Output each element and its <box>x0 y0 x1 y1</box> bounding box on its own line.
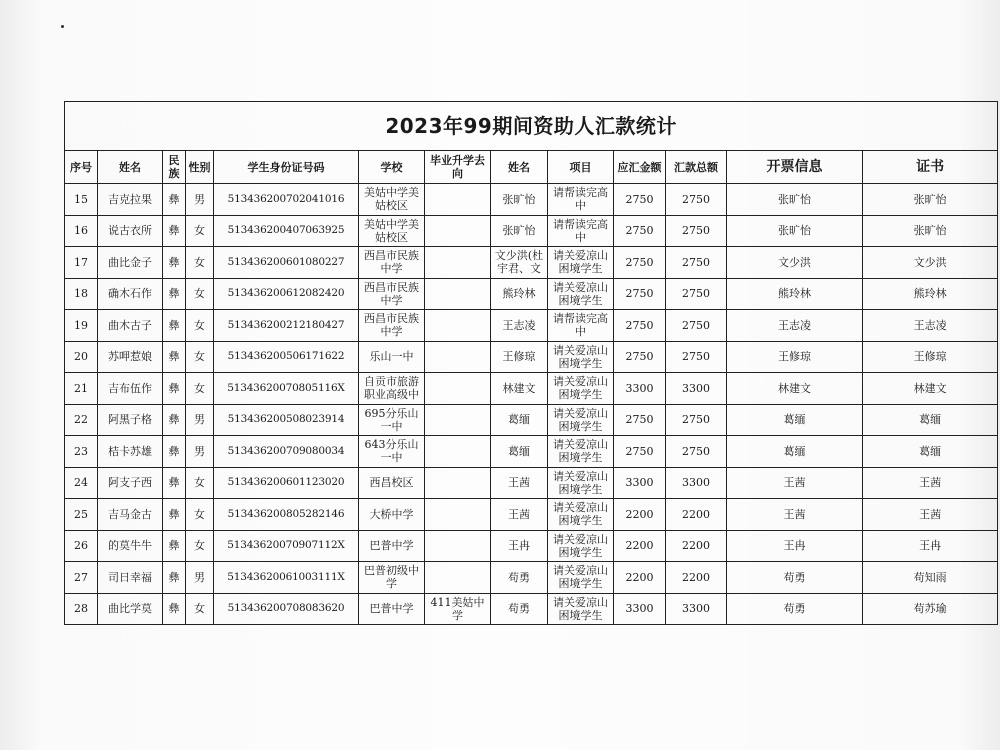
cell-invoice-info: 王志凌 <box>727 310 863 342</box>
cell-gender: 女 <box>186 310 214 342</box>
cell-seq: 24 <box>65 467 98 499</box>
cell-certificate: 王冉 <box>863 530 998 562</box>
cell-destination <box>425 278 491 310</box>
cell-school: 西昌市民族中学 <box>359 278 425 310</box>
cell-student-name: 曲比金子 <box>98 247 163 279</box>
cell-student-name: 曲比学莫 <box>98 593 163 625</box>
cell-certificate: 林建文 <box>863 373 998 405</box>
cell-total-amount: 3300 <box>666 467 727 499</box>
cell-total-amount: 2750 <box>666 310 727 342</box>
cell-school: 自贡市旅游职业高级中 <box>359 373 425 405</box>
cell-invoice-info: 苟勇 <box>727 593 863 625</box>
cell-school: 美姑中学美姑校区 <box>359 215 425 247</box>
cell-ethnicity: 彝 <box>163 404 186 436</box>
header-student-name: 姓名 <box>98 151 163 184</box>
cell-due-amount: 3300 <box>614 467 666 499</box>
cell-invoice-info: 王冉 <box>727 530 863 562</box>
cell-gender: 女 <box>186 467 214 499</box>
cell-certificate: 葛缅 <box>863 404 998 436</box>
header-id-number: 学生身份证号码 <box>214 151 359 184</box>
cell-certificate: 王修琼 <box>863 341 998 373</box>
cell-gender: 女 <box>186 530 214 562</box>
cell-due-amount: 2750 <box>614 404 666 436</box>
cell-seq: 22 <box>65 404 98 436</box>
cell-project: 请关爱凉山困境学生 <box>548 499 614 531</box>
cell-school: 643分乐山一中 <box>359 436 425 468</box>
cell-destination <box>425 215 491 247</box>
cell-seq: 28 <box>65 593 98 625</box>
cell-gender: 男 <box>186 184 214 216</box>
cell-school: 乐山一中 <box>359 341 425 373</box>
cell-gender: 女 <box>186 593 214 625</box>
cell-destination <box>425 436 491 468</box>
remittance-table <box>64 101 998 625</box>
cell-id-number: 513436200805282146 <box>214 499 359 531</box>
cell-seq: 27 <box>65 562 98 594</box>
header-certificate: 证书 <box>863 151 998 184</box>
cell-ethnicity: 彝 <box>163 278 186 310</box>
cell-student-name: 吉克拉果 <box>98 184 163 216</box>
cell-due-amount: 3300 <box>614 373 666 405</box>
table-row <box>65 341 998 373</box>
table-row <box>65 215 998 247</box>
cell-ethnicity: 彝 <box>163 436 186 468</box>
cell-destination <box>425 467 491 499</box>
spreadsheet <box>64 101 947 625</box>
cell-project: 请帮读完高中 <box>548 310 614 342</box>
cell-id-number: 513436200506171622 <box>214 341 359 373</box>
cell-school: 巴普中学 <box>359 593 425 625</box>
cell-total-amount: 2750 <box>666 341 727 373</box>
cell-school: 695分乐山一中 <box>359 404 425 436</box>
cell-invoice-info: 张旷怡 <box>727 184 863 216</box>
cell-destination: 411美姑中学 <box>425 593 491 625</box>
table-row <box>65 373 998 405</box>
cell-sponsor-name: 张旷怡 <box>491 184 548 216</box>
cell-gender: 男 <box>186 436 214 468</box>
cell-total-amount: 3300 <box>666 373 727 405</box>
cell-due-amount: 3300 <box>614 593 666 625</box>
header-school: 学校 <box>359 151 425 184</box>
cell-sponsor-name: 苟勇 <box>491 593 548 625</box>
cell-seq: 17 <box>65 247 98 279</box>
table-row <box>65 404 998 436</box>
cell-id-number: 513436200702041016 <box>214 184 359 216</box>
cell-ethnicity: 彝 <box>163 341 186 373</box>
table-row <box>65 310 998 342</box>
cell-invoice-info: 熊玲林 <box>727 278 863 310</box>
scan-speck <box>61 25 64 28</box>
cell-ethnicity: 彝 <box>163 215 186 247</box>
cell-due-amount: 2200 <box>614 530 666 562</box>
cell-sponsor-name: 熊玲林 <box>491 278 548 310</box>
cell-invoice-info: 王茜 <box>727 499 863 531</box>
cell-project: 请关爱凉山困境学生 <box>548 404 614 436</box>
cell-school: 大桥中学 <box>359 499 425 531</box>
cell-destination <box>425 404 491 436</box>
header-project: 项目 <box>548 151 614 184</box>
table-row <box>65 530 998 562</box>
cell-destination <box>425 373 491 405</box>
cell-total-amount: 2200 <box>666 530 727 562</box>
cell-invoice-info: 王茜 <box>727 467 863 499</box>
table-row <box>65 562 998 594</box>
cell-sponsor-name: 王冉 <box>491 530 548 562</box>
cell-total-amount: 3300 <box>666 593 727 625</box>
cell-invoice-info: 张旷怡 <box>727 215 863 247</box>
cell-due-amount: 2750 <box>614 436 666 468</box>
cell-sponsor-name: 苟勇 <box>491 562 548 594</box>
cell-seq: 16 <box>65 215 98 247</box>
cell-project: 请关爱凉山困境学生 <box>548 341 614 373</box>
cell-seq: 26 <box>65 530 98 562</box>
cell-sponsor-name: 王志凌 <box>491 310 548 342</box>
table-body <box>65 184 998 625</box>
cell-gender: 男 <box>186 562 214 594</box>
cell-gender: 男 <box>186 404 214 436</box>
cell-sponsor-name: 张旷怡 <box>491 215 548 247</box>
cell-invoice-info: 苟勇 <box>727 562 863 594</box>
cell-seq: 19 <box>65 310 98 342</box>
table-row <box>65 467 998 499</box>
cell-id-number: 513436200708083620 <box>214 593 359 625</box>
cell-certificate: 王茜 <box>863 499 998 531</box>
cell-id-number: 51343620061003111X <box>214 562 359 594</box>
cell-student-name: 吉布伍作 <box>98 373 163 405</box>
header-seq: 序号 <box>65 151 98 184</box>
cell-due-amount: 2750 <box>614 215 666 247</box>
cell-invoice-info: 林建文 <box>727 373 863 405</box>
cell-total-amount: 2750 <box>666 184 727 216</box>
cell-gender: 女 <box>186 278 214 310</box>
cell-id-number: 51343620070907112X <box>214 530 359 562</box>
cell-total-amount: 2750 <box>666 436 727 468</box>
table-row <box>65 278 998 310</box>
cell-id-number: 513436200601080227 <box>214 247 359 279</box>
cell-total-amount: 2750 <box>666 247 727 279</box>
cell-total-amount: 2200 <box>666 499 727 531</box>
cell-project: 请关爱凉山困境学生 <box>548 247 614 279</box>
cell-school: 西昌市民族中学 <box>359 247 425 279</box>
cell-project: 请帮读完高中 <box>548 184 614 216</box>
cell-invoice-info: 葛缅 <box>727 436 863 468</box>
header-destination: 毕业升学去向 <box>425 151 491 184</box>
cell-total-amount: 2750 <box>666 215 727 247</box>
cell-due-amount: 2750 <box>614 341 666 373</box>
cell-project: 请关爱凉山困境学生 <box>548 467 614 499</box>
cell-certificate: 苟知雨 <box>863 562 998 594</box>
cell-ethnicity: 彝 <box>163 530 186 562</box>
header-row <box>65 151 998 184</box>
cell-destination <box>425 184 491 216</box>
cell-school: 巴普初级中学 <box>359 562 425 594</box>
cell-student-name: 阿黑子格 <box>98 404 163 436</box>
header-invoice-info: 开票信息 <box>727 151 863 184</box>
cell-invoice-info: 王修琼 <box>727 341 863 373</box>
cell-project: 请关爱凉山困境学生 <box>548 593 614 625</box>
header-gender: 性别 <box>186 151 214 184</box>
cell-ethnicity: 彝 <box>163 247 186 279</box>
cell-destination <box>425 247 491 279</box>
cell-due-amount: 2750 <box>614 310 666 342</box>
cell-due-amount: 2750 <box>614 247 666 279</box>
cell-due-amount: 2200 <box>614 499 666 531</box>
cell-due-amount: 2200 <box>614 562 666 594</box>
cell-certificate: 葛缅 <box>863 436 998 468</box>
cell-invoice-info: 文少洪 <box>727 247 863 279</box>
cell-certificate: 张旷怡 <box>863 184 998 216</box>
header-total-amount: 汇款总额 <box>666 151 727 184</box>
cell-total-amount: 2750 <box>666 278 727 310</box>
cell-project: 请关爱凉山困境学生 <box>548 530 614 562</box>
cell-id-number: 513436200601123020 <box>214 467 359 499</box>
cell-student-name: 吉马金古 <box>98 499 163 531</box>
cell-sponsor-name: 葛缅 <box>491 404 548 436</box>
header-due-amount: 应汇金额 <box>614 151 666 184</box>
cell-student-name: 曲木古子 <box>98 310 163 342</box>
cell-project: 请关爱凉山困境学生 <box>548 562 614 594</box>
cell-school: 西昌市民族中学 <box>359 310 425 342</box>
cell-seq: 25 <box>65 499 98 531</box>
cell-school: 西昌校区 <box>359 467 425 499</box>
cell-project: 请帮读完高中 <box>548 215 614 247</box>
cell-ethnicity: 彝 <box>163 499 186 531</box>
cell-certificate: 熊玲林 <box>863 278 998 310</box>
cell-id-number: 513436200407063925 <box>214 215 359 247</box>
cell-sponsor-name: 王修琼 <box>491 341 548 373</box>
cell-id-number: 513436200212180427 <box>214 310 359 342</box>
header-sponsor-name: 姓名 <box>491 151 548 184</box>
cell-certificate: 王茜 <box>863 467 998 499</box>
cell-student-name: 苏呷惹娘 <box>98 341 163 373</box>
cell-certificate: 张旷怡 <box>863 215 998 247</box>
cell-destination <box>425 341 491 373</box>
cell-sponsor-name: 葛缅 <box>491 436 548 468</box>
cell-seq: 18 <box>65 278 98 310</box>
cell-gender: 女 <box>186 341 214 373</box>
cell-student-name: 桔卡苏雄 <box>98 436 163 468</box>
cell-school: 巴普中学 <box>359 530 425 562</box>
cell-certificate: 文少洪 <box>863 247 998 279</box>
cell-certificate: 苟苏瑜 <box>863 593 998 625</box>
cell-id-number: 513436200612082420 <box>214 278 359 310</box>
cell-due-amount: 2750 <box>614 184 666 216</box>
cell-ethnicity: 彝 <box>163 373 186 405</box>
table-title: 2023年99期间资助人汇款统计 <box>65 102 998 151</box>
cell-student-name: 确木石作 <box>98 278 163 310</box>
cell-destination <box>425 562 491 594</box>
header-ethnicity: 民族 <box>163 151 186 184</box>
cell-gender: 女 <box>186 499 214 531</box>
cell-student-name: 司日幸福 <box>98 562 163 594</box>
cell-destination <box>425 530 491 562</box>
cell-student-name: 的莫牛牛 <box>98 530 163 562</box>
table-row <box>65 247 998 279</box>
cell-project: 请关爱凉山困境学生 <box>548 436 614 468</box>
cell-sponsor-name: 林建文 <box>491 373 548 405</box>
cell-seq: 21 <box>65 373 98 405</box>
cell-destination <box>425 310 491 342</box>
cell-student-name: 说古衣所 <box>98 215 163 247</box>
cell-certificate: 王志凌 <box>863 310 998 342</box>
cell-id-number: 513436200709080034 <box>214 436 359 468</box>
cell-ethnicity: 彝 <box>163 562 186 594</box>
cell-total-amount: 2200 <box>666 562 727 594</box>
cell-invoice-info: 葛缅 <box>727 404 863 436</box>
table-row <box>65 499 998 531</box>
table-row <box>65 184 998 216</box>
cell-seq: 20 <box>65 341 98 373</box>
cell-sponsor-name: 文少洪(杜宇君、文 <box>491 247 548 279</box>
cell-id-number: 51343620070805116X <box>214 373 359 405</box>
cell-ethnicity: 彝 <box>163 467 186 499</box>
table-row <box>65 436 998 468</box>
cell-ethnicity: 彝 <box>163 593 186 625</box>
table-row <box>65 593 998 625</box>
cell-destination <box>425 499 491 531</box>
cell-project: 请关爱凉山困境学生 <box>548 373 614 405</box>
cell-seq: 15 <box>65 184 98 216</box>
cell-seq: 23 <box>65 436 98 468</box>
cell-gender: 女 <box>186 215 214 247</box>
cell-total-amount: 2750 <box>666 404 727 436</box>
cell-sponsor-name: 王茜 <box>491 467 548 499</box>
cell-school: 美姑中学美姑校区 <box>359 184 425 216</box>
cell-id-number: 513436200508023914 <box>214 404 359 436</box>
cell-gender: 女 <box>186 247 214 279</box>
cell-due-amount: 2750 <box>614 278 666 310</box>
cell-ethnicity: 彝 <box>163 184 186 216</box>
cell-gender: 女 <box>186 373 214 405</box>
cell-ethnicity: 彝 <box>163 310 186 342</box>
cell-student-name: 阿支子西 <box>98 467 163 499</box>
cell-sponsor-name: 王茜 <box>491 499 548 531</box>
cell-project: 请关爱凉山困境学生 <box>548 278 614 310</box>
